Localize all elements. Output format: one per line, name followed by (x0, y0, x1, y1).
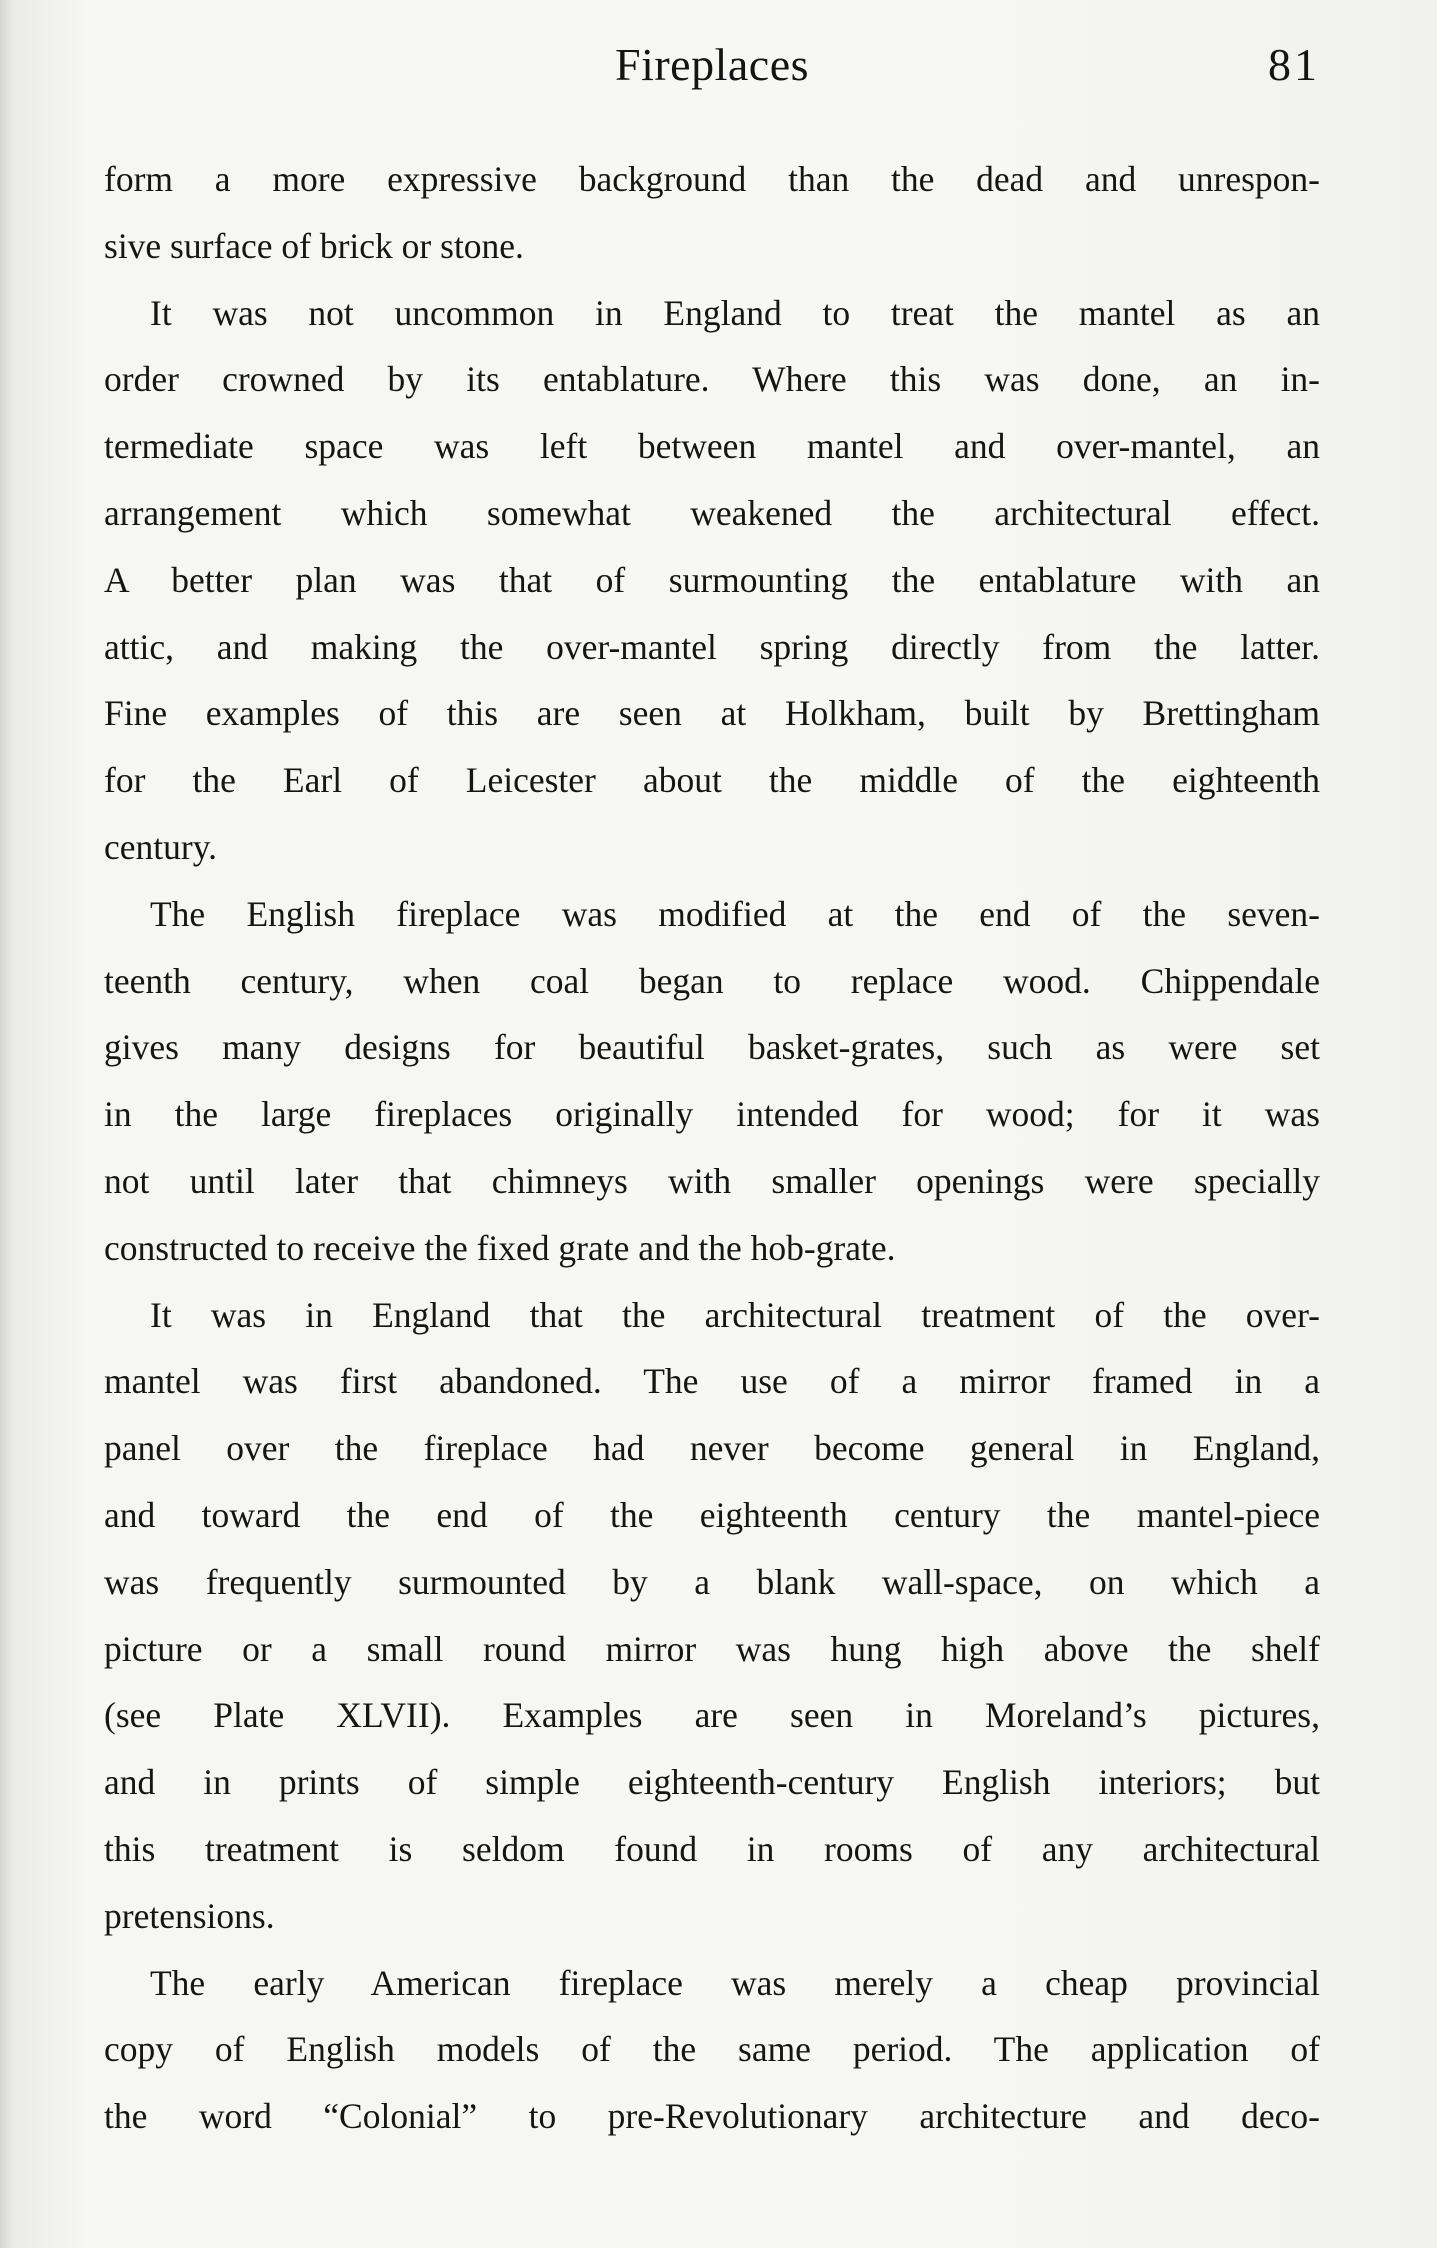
text-line: attic, and making the over-mantel spring directly from the latter. (104, 626, 1320, 667)
text-line: and in prints of simple eighteenth-century English interiors; but (104, 1762, 1320, 1803)
paragraph-2 (104, 280, 1320, 881)
text-line: teenth century, when coal began to replace wood. Chippendale (104, 960, 1320, 1001)
text-line: Fine examples of this are seen at Holkham, built by Brettingham (104, 693, 1320, 734)
paragraph-3 (104, 881, 1320, 1282)
text-line: It was in England that the architectural treatment of the over- (150, 1294, 1320, 1335)
text-line: was frequently surmounted by a blank wall-space, on which a (104, 1561, 1320, 1602)
text-line: It was not uncommon in England to treat the mantel as an (150, 292, 1320, 333)
text-line: termediate space was left between mantel and over-mantel, an (104, 426, 1320, 467)
text-line: mantel was first abandoned. The use of a mirror framed in a (104, 1361, 1320, 1402)
text-line: this treatment is seldom found in rooms of any architectural (104, 1828, 1320, 1869)
paragraph-1 (104, 146, 1320, 280)
text-line: panel over the fireplace had never become general in England, (104, 1428, 1320, 1469)
text-line: picture or a small round mirror was hung high above the shelf (104, 1628, 1320, 1669)
text-line: for the Earl of Leicester about the middle of the eighteenth (104, 760, 1320, 801)
text-line: The early American fireplace was merely a cheap provincial (150, 1962, 1320, 2003)
paragraph-4 (104, 1282, 1320, 1950)
text-line: constructed to receive the fixed grate and the hob-grate. (104, 1227, 896, 1268)
text-line: gives many designs for beautiful basket-grates, such as were set (104, 1027, 1320, 1068)
running-head-title: Fireplaces (614, 39, 810, 90)
page-gutter-shadow (0, 0, 14, 2248)
paragraph-5 (104, 1950, 1320, 2150)
running-head (104, 38, 1320, 108)
text-line: and toward the end of the eighteenth century the mantel-piece (104, 1494, 1320, 1535)
text-line: form a more expressive background than the dead and unrespon- (104, 159, 1320, 199)
page-number: 81 (1268, 39, 1320, 90)
text-line: arrangement which somewhat weakened the architectural effect. (104, 492, 1320, 533)
text-line: not until later that chimneys with smaller openings were specially (104, 1160, 1320, 1201)
text-line: century. (104, 826, 218, 867)
text-line: pretensions. (104, 1895, 275, 1936)
text-line: copy of English models of the same period. The application of (104, 2029, 1320, 2070)
text-line: in the large fireplaces originally intended for wood; for it was (104, 1094, 1320, 1135)
body-text (104, 146, 1320, 2150)
text-line: A better plan was that of surmounting the entablature with an (104, 559, 1320, 600)
text-line: (see Plate XLVII). Examples are seen in Moreland’s pictures, (104, 1695, 1320, 1736)
text-line: sive surface of brick or stone. (104, 225, 524, 266)
text-line: The English fireplace was modified at the end of the seven- (150, 893, 1320, 934)
text-line: order crowned by its entablature. Where this was done, an in- (104, 359, 1320, 400)
text-line: the word “Colonial” to pre-Revolutionary architecture and deco- (104, 2096, 1320, 2137)
